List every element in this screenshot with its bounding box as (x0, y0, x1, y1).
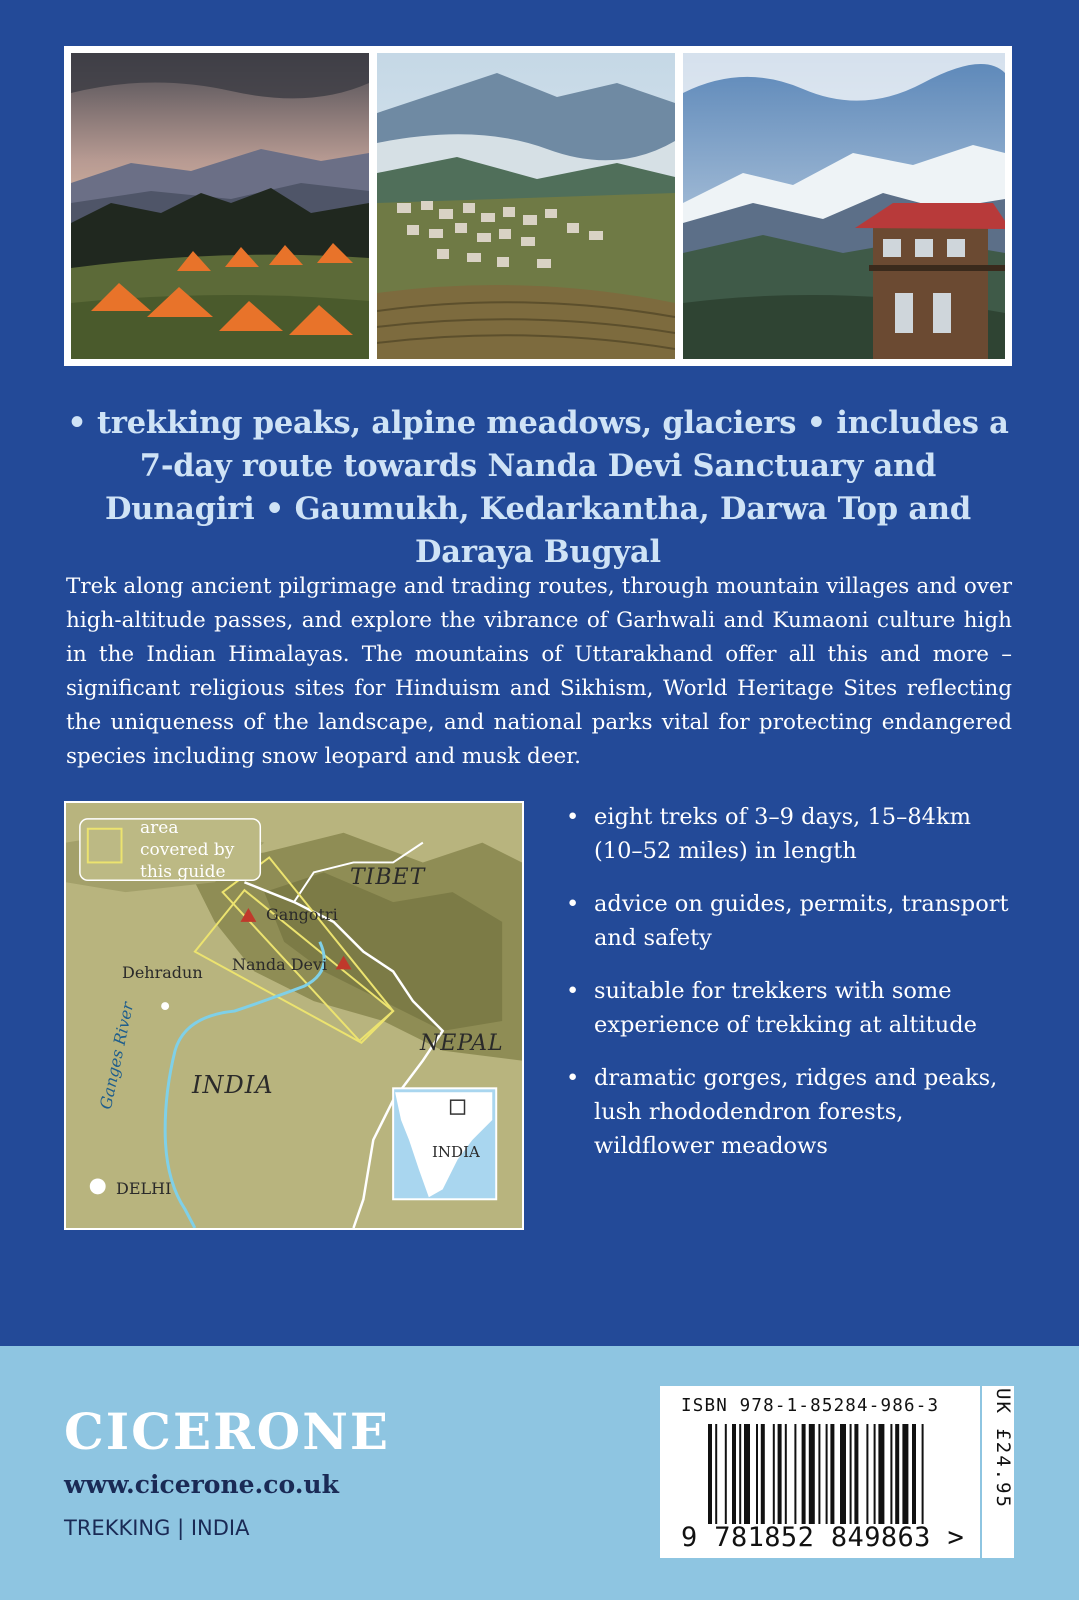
camp-tents-photo (71, 53, 369, 359)
map-label-india: INDIA (192, 1071, 274, 1099)
tagline: • trekking peaks, alpine meadows, glaciers • includes a 7-day route towards Nanda Devi Sanctuary and Dunagiri • Gaumukh, Kedarkantha, Darwa Top and Daraya Bugyal (67, 405, 1009, 570)
isbn-text: ISBN 978-1-85284-986-3 (681, 1396, 940, 1416)
price-panel (982, 1386, 1014, 1558)
photo-strip (64, 46, 1012, 366)
bullet-icon: • (566, 978, 580, 1004)
price-text: UK £24.95 (992, 1388, 1014, 1509)
publisher-band (0, 1346, 1079, 1600)
barcode-icon (708, 1424, 974, 1524)
feature-item: • dramatic gorges, ridges and peaks, lush rhododendron forests, wildflower meadows (566, 1061, 1026, 1163)
map-label-nanda-devi: Nanda Devi (232, 955, 328, 974)
snow-peaks-house-photo (683, 53, 1005, 359)
bullet-icon: • (566, 891, 580, 917)
feature-item: • suitable for trekkers with some experience of trekking at altitude (566, 974, 1026, 1042)
hill-town-photo (377, 53, 675, 359)
feature-item: • advice on guides, permits, transport and safety (566, 887, 1026, 955)
publisher-website[interactable]: www.cicerone.co.uk (64, 1470, 339, 1499)
map-label-nepal: NEPAL (420, 1031, 504, 1056)
features-list (566, 800, 1026, 1182)
region-map (64, 801, 524, 1230)
book-category: TREKKING | INDIA (64, 1516, 250, 1540)
map-label-dehradun: Dehradun (122, 963, 203, 982)
intro-paragraph: Trek along ancient pilgrimage and trading routes, through mountain villages and over high-altitude passes, and explore the vibrance of Garhwali and Kumaoni culture high in the Indian Himalayas. The mountains of Uttarakhand offer all this and more – significant religious sites for Hinduism and Sikhism, World Heritage Sites reflecting the uniqueness of the landscape, and national parks vital for protecting endangered species including snow leopard and musk deer. (66, 574, 1012, 769)
feature-item: • eight treks of 3–9 days, 15–84km (10–52 miles) in length (566, 800, 1026, 868)
barcode-digits: 9 781852 849863 > (681, 1522, 965, 1553)
bullet-icon: • (566, 804, 580, 830)
publisher-logo: CICERONE (64, 1402, 391, 1461)
barcode-panel (660, 1386, 980, 1558)
map-label-delhi: DELHI (116, 1179, 172, 1198)
bullet-icon: • (566, 1065, 580, 1091)
map-legend-text: area covered by this guide (140, 818, 235, 882)
map-label-gangotri: Gangotri (266, 905, 338, 924)
map-label-tibet: TIBET (350, 865, 426, 890)
map-label-ganges: Ganges River (96, 1000, 138, 1111)
map-label-inset-india: INDIA (432, 1143, 480, 1161)
